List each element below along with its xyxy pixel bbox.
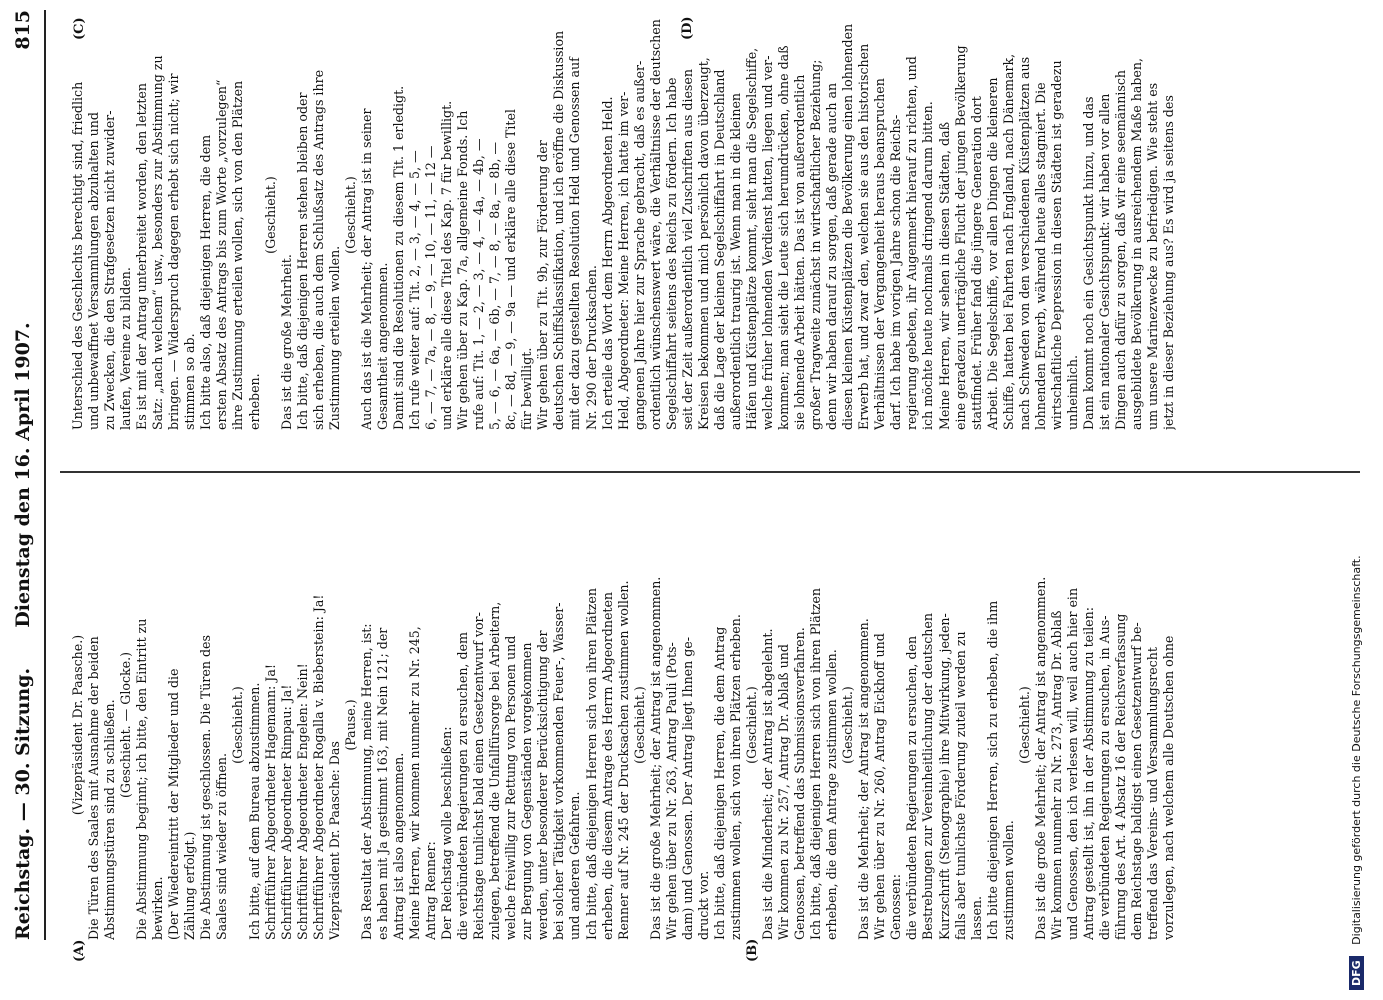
text-line: erheben, die diesem Antrage des Herrn Abgeordneten (599, 591, 615, 940)
text-line: Abstimmungstüren sind zu schließen. (102, 699, 118, 940)
text-line: Das ist die Mehrheit; der Antrag ist angenommen. (856, 618, 872, 940)
text-line: dem Reichstage baldigst einen Gesetzentwurf be- (1129, 622, 1145, 940)
text-line: (Vizepräsident Dr. Paasche.) (70, 634, 85, 816)
header-center: Dienstag den 16. April 1907. (12, 322, 34, 628)
text-line: Ich bitte, auf dem Bureau abzustimmen. (246, 682, 262, 940)
page-number: 815 (12, 10, 34, 50)
text-line: Kurzschrift (Stenographie) ihre Mitwirkung, jeden- (936, 613, 952, 940)
text-line: Ich bitte, daß diejenigen Herren stehen bleiben oder (294, 92, 310, 430)
text-line: Ich bitte, daß diejenigen Herren sich von ihren Plätzen (583, 588, 599, 940)
text-line: es haben mit Ja gestimmt 163, mit Nein 121; der (374, 627, 390, 940)
text-line: lohnenden Erwerb, während heute alles stagniert. Die (1032, 82, 1048, 430)
text-line: erheben, die dem Antrage zustimmen wollen. (824, 649, 840, 940)
text-line: wirtschaftliche Depression in diesen Städten ist geradezu (1048, 60, 1064, 430)
text-line: Wir gehen über zu Nr. 263, Antrag Pauli (Pots- (663, 642, 679, 940)
text-line: eine geradezu unerträgliche Flucht der jungen Bevölkerung (952, 45, 968, 430)
text-line: zulegen, betreffend die Unfallfürsorge bei Arbeitern, (487, 601, 503, 940)
text-line: welche freiwillig zur Rettung von Personen und (503, 635, 519, 940)
text-line: seit der Zeit außerordentlich viel Zuschriften aus diesen (679, 69, 695, 430)
margin-mark-a: (A) (72, 939, 87, 962)
text-line: und erkläre alle diese Titel des Kap. 7 für bewilligt. (439, 100, 455, 430)
text-line: zu Zwecken, die den Strafgesetzen nicht zuwider- (102, 110, 118, 430)
text-line: Auch das ist die Mehrheit; der Antrag ist in seiner (358, 108, 374, 430)
text-line: bringen. — Widerspruch dagegen erhebt sich nicht; wir (166, 73, 182, 430)
text-line: ordentlich wünschenswert wäre, die Verhältnisse der deutschen (647, 19, 663, 430)
text-line: deutschen Schiffsklassifikation, und ich eröffne die Diskussion (551, 30, 567, 430)
text-line: großer Tragweite zunächst in wirtschaftlicher Beziehung; (808, 59, 824, 430)
text-line: Schriftführer Abgeordneter Rimpau: Ja! (278, 684, 294, 940)
text-line: Erwerb hat, und zwar den, welchen sie aus den historischen (856, 43, 872, 430)
text-line: Antrag Renner: (423, 841, 439, 940)
text-line: Dann kommt noch ein Gesichtspunkt hinzu, und das (1080, 96, 1096, 430)
margin-mark-b: (B) (745, 938, 760, 962)
text-line: gangenen Jahre hier zur Sprache gebracht, daß es außer- (631, 60, 647, 430)
text-line: vorzulegen, nach welchem alle Deutschen ohne (1161, 635, 1177, 940)
text-line: Meine Herren, wir sehen in diesen Städten, daß (936, 122, 952, 430)
text-line: bei solcher Tätigkeit vorkommenden Feuer-, Wasser- (551, 602, 567, 940)
text-line: ist ein nationaler Gesichtspunkt: wir haben vor allen (1097, 93, 1112, 430)
text-line: Vizepräsident Dr. Paasche: Das (326, 741, 342, 940)
text-line: Wir gehen über zu Kap. 7a, allgemeine Fonds. Ich (455, 110, 471, 430)
text-line: Schiffe, hatten bei Fahrten nach England, nach Dänemark, (1000, 53, 1016, 430)
text-line: laufen, Vereine zu bilden. (118, 267, 134, 430)
text-line: Wir kommen zu Nr. 257, Antrag Dr. Ablaß und (776, 644, 792, 940)
text-line: erheben. (246, 373, 262, 430)
text-line: ausgebildete Bevölkerung in ausreichendem Maße haben, (1129, 57, 1145, 430)
text-line: Held, Abgeordneter: Meine Herren, ich hatte im ver- (615, 91, 631, 430)
text-line: Das Resultat der Abstimmung, meine Herren, ist: (358, 623, 374, 940)
text-line: (Geschieht.) (1016, 686, 1032, 764)
text-line: Reichstage tunlichst bald einen Gesetzentwurf vor- (471, 612, 487, 940)
margin-mark-c: (C) (72, 17, 87, 40)
text-line: Kreisen bekommen und mich persönlich davon überzeugt, (695, 57, 711, 430)
text-line: Genossen, betreffend das Submissionsverfahren. (792, 627, 808, 940)
text-line: Die Abstimmung ist geschlossen. Die Türen des (198, 635, 214, 940)
text-line: (Geschieht.) (342, 176, 358, 254)
text-line: Ich bitte diejenigen Herren, sich zu erheben, die ihm (984, 600, 1000, 940)
text-line: Antrag gestellt ist, ihn in der Abstimmung zu teilen: (1080, 607, 1096, 940)
text-line: ihre Zustimmung erteilen wollen, sich von den Plätzen (230, 80, 246, 430)
text-line: darf. Ich habe im vorigen Jahre schon die Reichs- (888, 114, 904, 430)
text-line: Ich bitte, daß diejenigen Herren sich von ihren Plätzen (808, 588, 824, 940)
text-line: druckt vor. (695, 870, 711, 940)
text-line: (Geschieht. — Glocke.) (118, 651, 134, 799)
text-line: Saales sind wieder zu öffnen. (214, 752, 230, 940)
text-line: Ich erteile das Wort dem Herrn Abgeordneten Held. (599, 96, 615, 430)
text-line: und anderen Gefahren. (567, 791, 583, 940)
text-line: Das ist die große Mehrheit. (278, 254, 294, 430)
text-line: Dingen auch dafür zu sorgen, daß wir eine seemännisch (1113, 69, 1129, 430)
page-header (4, 10, 46, 940)
text-line: (Geschieht.) (743, 686, 759, 764)
text-line: 5, — 6, — 6a, — 6b, — 7, — 8, — 8a, — 8b, — (487, 141, 503, 430)
text-line: Genossen: (888, 874, 904, 940)
text-line: jetzt in dieser Beziehung aus? Es wird ja seitens des (1161, 95, 1177, 430)
text-line: Antrag ist also angenommen. (390, 752, 406, 940)
text-line: Nr. 290 der Drucksachen. (583, 265, 599, 430)
text-line: Verhältnissen der Vergangenheit heraus beanspruchen (872, 78, 888, 430)
text-line: bewirken. (150, 876, 166, 940)
text-line: 8c, — 8d, — 9, — 9a — und erkläre alle diese Titel (503, 109, 519, 430)
text-line: für bewilligt. (519, 347, 535, 430)
text-line: (Der Wiedereintritt der Mitglieder und die (166, 668, 182, 940)
text-line: Satz: „nach welchem“ usw., besonders zur Abstimmung zu (150, 55, 166, 430)
text-line: Der Reichstag wolle beschließen: (439, 726, 455, 940)
text-line: Wir kommen nunmehr zu Nr. 273, Antrag Dr. Ablaß (1048, 610, 1064, 940)
text-line: unheimlich. (1064, 355, 1080, 430)
text-line: mit der dazu gestellten Resolution Held und Genossen auf (567, 57, 583, 430)
text-line: Meine Herren, wir kommen nunmehr zu Nr. 245, (406, 626, 422, 940)
text-line: welche früher lohnenden Verdienst hatten, liegen und ver- (760, 55, 776, 430)
text-line: sie lohnende Arbeit hätten. Das ist von außerordentlich (792, 74, 808, 430)
margin-mark-d: (D) (680, 16, 695, 40)
text-line: regierung gebeten, ihr Augenmerk hierauf zu richten, und (904, 56, 920, 430)
text-line: lassen. (968, 895, 984, 940)
text-line: Wir gehen über zu Tit. 9b, zur Förderung der (535, 140, 551, 430)
dfg-logo: DFG (1349, 956, 1364, 990)
header-left: Reichstag. — 30. Sitzung. (12, 667, 34, 940)
text-line: außerordentlich traurig ist. Wenn man in die kleinen (727, 92, 743, 430)
text-line: daß die Lage der kleinen Segelschiffahrt in Deutschland (711, 69, 727, 430)
text-line: denn wir haben darauf zu sorgen, daß gerade auch an (824, 82, 840, 430)
text-line: Das ist die Minderheit; der Antrag ist abgelehnt. (760, 628, 776, 940)
text-line: (Geschieht.) (840, 686, 856, 764)
text-line: Das ist die große Mehrheit; der Antrag ist angenommen. (647, 576, 663, 940)
text-line: Die Türen des Saales mit Ausnahme der beiden (86, 636, 102, 940)
text-line: und Genossen, den ich verlesen will, weil auch hier ein (1064, 587, 1080, 940)
text-line: führung des Art. 4 Absatz 16 der Reichsverfassung (1113, 613, 1129, 940)
text-line: werden, unter besonderer Berücksichtigung der (535, 630, 551, 940)
text-line: die verbündeten Regierungen zu ersuchen, in Aus- (1097, 615, 1112, 940)
text-line: Zustimmung erteilen wollen. (326, 245, 342, 430)
text-line: Bestrebungen zur Vereinheitlichung der deutschen (920, 613, 936, 940)
text-line: (Pause.) (342, 699, 358, 751)
text-line: Unterschied des Geschlechts berechtigt sind, friedlich (70, 81, 85, 430)
text-line: stattfindet. Früher fand die jüngere Generation dort (968, 96, 984, 430)
text-line: Häfen und Küstenplätze kommt, sieht man die Segelschiffe, (743, 47, 759, 430)
text-line: zustimmen wollen, sich von ihren Plätzen erheben. (727, 614, 743, 940)
text-line: sich erheben, die auch dem Schlußsatz des Antrags ihre (310, 69, 326, 430)
text-line: ersten Absatz des Antrags bis zum Worte „vorzulegen“ (214, 79, 230, 430)
text-line: die verbündeten Regierungen zu ersuchen, den (904, 635, 920, 940)
text-line: dam) und Genossen. Der Antrag liegt Ihnen ge- (679, 636, 695, 940)
text-line: Ich bitte also, daß diejenigen Herren, die dem (198, 134, 214, 430)
text-line: nach Schweden von den verschiedenen Küstenplätzen aus (1016, 56, 1032, 430)
text-line: Das ist die große Mehrheit; der Antrag ist angenommen. (1032, 576, 1048, 940)
text-line: Zählung erfolgt.) (182, 831, 198, 940)
text-line: stimmen so ab. (182, 333, 198, 430)
text-line: und unbewaffnet Versammlungen abzuhalten und (86, 112, 102, 430)
text-line: um unsere Marinezwecke zu befriedigen. Wie steht es (1145, 82, 1161, 430)
text-line: Segelschiffahrt seitens des Reichs zu fördern. Ich habe (663, 77, 679, 430)
text-line: Arbeit. Die Segelschiffe, vor allen Dingen die kleineren (984, 77, 1000, 430)
text-line: Ich bitte, daß diejenigen Herren, die dem Antrag (711, 626, 727, 940)
text-line: Die Abstimmung beginnt; ich bitte, den Eintritt zu (134, 618, 150, 940)
text-line: Damit sind die Resolutionen zu diesem Tit. 1 erledigt. (390, 85, 406, 430)
text-line: diesen kleinen Küstenplätzen die Bevölkerung einen lohnenden (840, 23, 856, 430)
left-text-column (70, 510, 1355, 940)
column-divider (60, 471, 1360, 473)
text-line: zur Bergung von Gegenständen vorgekommen (519, 642, 535, 940)
text-line: kommen; man sieht die Leute sich herumdrücken, ohne daß (776, 45, 792, 430)
text-line: rufe auf: Tit. 1, — 2, — 3, — 4, — 4a, — 4b, — (471, 138, 487, 430)
text-line: (Geschieht.) (631, 686, 647, 764)
text-line: Schriftführer Abgeordneter Rogalla v. Bieberstein: Ja! (310, 594, 326, 940)
text-line: Schriftführer Abgeordneter Engelen: Nein! (294, 663, 310, 940)
text-line: 6, — 7, — 7a, — 8, — 9, — 10, — 11, — 12 — (423, 145, 439, 430)
text-line: Schriftführer Abgeordneter Hagemann: Ja! (262, 664, 278, 940)
text-line: Wir gehen über zu Nr. 260, Antrag Eickhoff und (872, 633, 888, 940)
text-line: Es ist mit der Antrag unterbreitet worden, den letzten (134, 83, 150, 430)
text-line: (Geschieht.) (230, 686, 246, 764)
right-text-column (70, 0, 1355, 430)
text-line: Ich rufe weiter auf: Tit. 2, — 3, — 4, — 5, — (406, 150, 422, 430)
text-line: zustimmen wollen. (1000, 820, 1016, 940)
text-line: ich möchte heute nochmals dringend darum bitten. (920, 101, 936, 430)
text-line: falls aber tunlichste Förderung zuteil werden zu (952, 631, 968, 940)
page-footer (1349, 10, 1379, 990)
text-line: Renner auf Nr. 245 der Drucksachen zustimmen wollen. (615, 580, 631, 940)
text-line: die verbündeten Regierungen zu ersuchen, dem (455, 632, 471, 940)
text-line: (Geschieht.) (262, 176, 278, 254)
text-line: Gesamtheit angenommen. (374, 262, 390, 430)
text-line: treffend das Vereins- und Versammlungsrecht (1145, 647, 1161, 940)
footer-text: Digitalisierung gefördert durch die Deutsche Forschungsgemeinschaft. (1350, 555, 1363, 945)
